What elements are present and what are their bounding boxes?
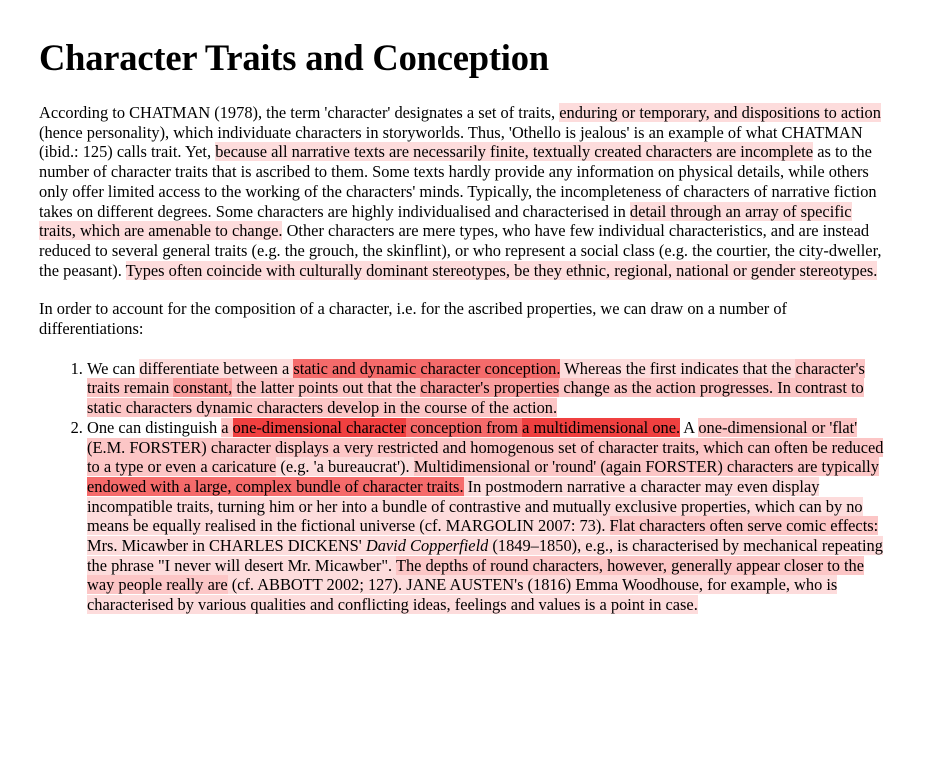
highlighted-text: endowed with a large, complex bundle of character traits. [87, 476, 464, 496]
differentiation-list [39, 359, 884, 615]
highlighted-text: the latter points out that the [232, 378, 421, 398]
highlighted-text: (cf. ABBOTT 2002; 127). JANE AUSTEN's (1816) Emma Woodhouse, for example, who is characterised by various qualities and conflicting ideas, feelings and values is a point in case. [87, 575, 838, 615]
text-segment: We can [87, 358, 140, 378]
highlighted-text: a multidimensional one. [522, 417, 681, 437]
highlighted-text: Types often coincide with culturally dominant stereotypes, be they ethnic, regional, national or gender stereotypes. [125, 260, 878, 280]
highlighted-text: detail through an array of specific traits, which are amenable to change. [39, 201, 852, 241]
highlighted-text: Mrs. Micawber in CHARLES DICKENS' [87, 536, 366, 556]
highlighted-text: David Copperfield [365, 536, 489, 556]
text-segment: One can distinguish [87, 417, 222, 437]
text-segment: In order to account for the composition of a character, i.e. for the ascribed properties, we can draw on a number of differentiations: [39, 299, 787, 339]
highlighted-text: (e.g. 'a bureaucrat'). [276, 457, 414, 477]
paragraph-differentiations [39, 299, 884, 338]
text-segment: Other characters are mere types, who have few individual characteristics, and are instead reduced to several general traits (e.g. the grouch, the skinflint), or who represent a social class (e.g. the courtier, the city-dweller, the peasant). [39, 221, 882, 280]
highlighted-text: because all narrative texts are necessarily finite, textually created characters are incomplete [215, 142, 814, 162]
highlighted-text: conception from [406, 417, 523, 437]
highlighted-text: Flat characters often serve comic effects: [609, 516, 879, 536]
highlighted-text: (1849–1850), e.g., is characterised by mechanical repeating the phrase "I never will desert Mr. Micawber". [87, 536, 883, 575]
highlighted-text: character's traits remain [87, 358, 865, 398]
page-title: Character Traits and Conception [39, 37, 549, 78]
highlighted-text: In postmodern narrative a character may even display incompatible traits, turning him or her into a bundle of contrastive and mutually exclusive properties, which can by no means be equally realised in the fictional universe (cf. MARGOLIN 2007: 73). [87, 476, 863, 536]
highlighted-text: character's properties [420, 378, 560, 398]
highlighted-text: differentiate between a [139, 358, 294, 378]
list-item-one-multi-dimensional [87, 418, 884, 615]
list-item-static-dynamic [87, 359, 884, 418]
text-segment: as to the number of character traits that is ascribed to them. Some texts hardly provide any information on physical details, while others only offer limited access to the working of the characters' minds. Typically, the incompleteness of characters of narrative fiction takes on different degrees. Some characters are highly individualised and characterised in [39, 142, 877, 221]
highlighted-text: Multidimensional or 'round' (again FORSTER) characters are typically [413, 457, 879, 477]
text-segment: According to CHATMAN (1978), the term 'character' designates a set of traits, [39, 103, 560, 122]
highlighted-text: constant, [173, 378, 233, 398]
text-segment: (hence personality), which individuate characters in storyworlds. Thus, 'Othello is jealous' is an example of what CHATMAN (ibid.: 125) calls trait. Yet, [39, 122, 863, 162]
highlighted-text: a [221, 417, 233, 437]
paragraph-traits [39, 103, 884, 280]
highlighted-text: The depths of round characters, however, generally appear closer to the way people really are [87, 555, 865, 595]
text-segment: A [680, 417, 699, 437]
highlighted-text: one-dimensional or 'flat' (E.M. FORSTER) character displays a very restricted and homogenous set of character traits, which can often be reduced to a type or even a caricature [87, 417, 884, 477]
highlighted-text: change as the action progresses. In contrast to static characters dynamic characters develop in the course of the action. [87, 378, 864, 418]
highlighted-text: static and dynamic character conception. [293, 358, 561, 378]
highlighted-text: Whereas the first indicates that the [560, 358, 796, 378]
article [39, 0, 884, 615]
highlighted-text: one-dimensional character [232, 417, 407, 437]
highlighted-text: enduring or temporary, and dispositions to action [559, 103, 881, 122]
